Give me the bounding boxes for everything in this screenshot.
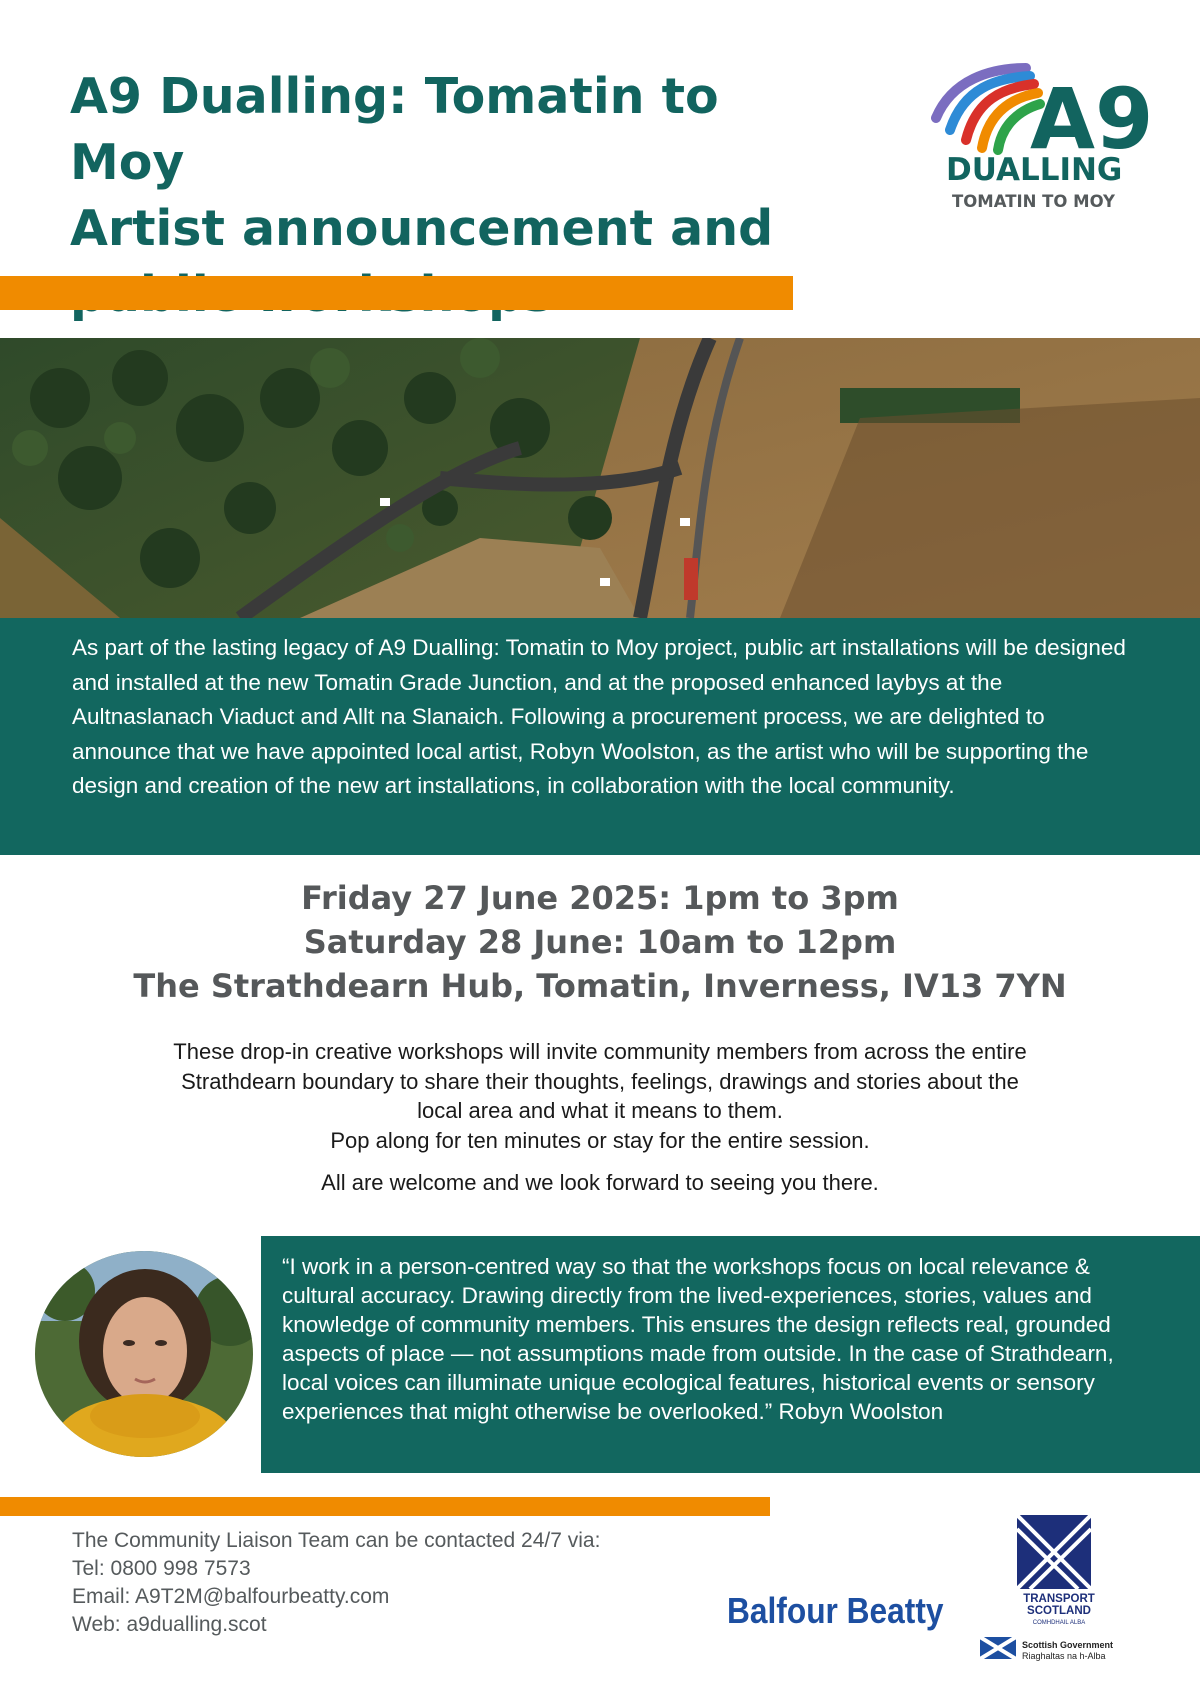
title-line-2: Artist announcement and: [70, 200, 774, 257]
gov-line-1: Scottish Government: [1022, 1640, 1114, 1650]
artist-quote-panel: [261, 1236, 1200, 1473]
contact-web[interactable]: Web: a9dualling.scot: [72, 1613, 267, 1636]
welcome-text: All are welcome and we look forward to seeing you there.: [321, 1170, 879, 1195]
artist-portrait-icon: [35, 1251, 253, 1457]
event-location: The Strathdearn Hub, Tomatin, Inverness, IV13 7YN: [133, 967, 1067, 1005]
aerial-photo: [0, 338, 1200, 618]
balfour-beatty-logo: Balfour Beatty: [727, 1590, 944, 1631]
transport-line-2: SCOTLAND: [1027, 1605, 1091, 1617]
description-line-4: Pop along for ten minutes or stay for the entire session.: [330, 1127, 870, 1153]
description-line-3: local area and what it means to them.: [417, 1098, 783, 1123]
workshop-description: [60, 1037, 1140, 1198]
orange-divider-bottom: [0, 1497, 770, 1516]
intro-text: As part of the lasting legacy of A9 Dualling: Tomatin to Moy project, public art installations will be designed and installed at the new Tomatin Grade Junction, and at the proposed enhanced laybys at the Aultnaslanach Viaduct and Allt na Slanaich. Following a procurement process, we are delighted to announce that we have appointed local artist, Robyn Woolston, as the artist who will be supporting the design and creation of the new art installations, in collaboration with the local community.: [72, 635, 1126, 798]
artist-portrait: [35, 1251, 253, 1457]
aerial-road-junction-icon: [0, 338, 1200, 618]
description-line-1: These drop-in creative workshops will invite community members from across the entire: [173, 1039, 1027, 1064]
contact-email[interactable]: Email: A9T2M@balfourbeatty.com: [72, 1585, 390, 1608]
transport-scotland-text: [1016, 1593, 1102, 1617]
artist-quote-text: “I work in a person-centred way so that the workshops focus on local relevance & cultural accuracy. Drawing directly from the lived-experiences, stories, values and knowledge of community members. This ensures the design reflects real, grounded aspects of place — not assumptions made from outside. In the case of Strathdearn, local voices can illuminate unique ecological features, historical events or sensory experiences that might otherwise be overlooked.” Robyn Woolston: [282, 1254, 1114, 1424]
logo-a9-text: A9: [1030, 70, 1154, 168]
contact-intro: The Community Liaison Team can be contacted 24/7 via:: [72, 1529, 601, 1552]
a9-road-swoosh-icon: [936, 68, 1040, 150]
scottish-government-logo: [1022, 1640, 1113, 1662]
a9-dualling-logo: [930, 60, 1170, 230]
transport-line-1: TRANSPORT: [1023, 1593, 1095, 1605]
contact-tel[interactable]: Tel: 0800 998 7573: [72, 1557, 251, 1580]
event-date-1: Friday 27 June 2025: 1pm to 3pm: [301, 879, 899, 917]
logo-tomatin-text: TOMATIN TO MOY: [952, 192, 1115, 211]
transport-gaelic: COMHDHAIL ALBA: [1032, 1620, 1086, 1626]
orange-divider-top: [0, 276, 793, 310]
event-date-2: Saturday 28 June: 10am to 12pm: [303, 923, 897, 961]
title-line-1: A9 Dualling: Tomatin to Moy: [70, 68, 719, 191]
logo-dualling-text: DUALLING: [946, 152, 1123, 188]
gov-line-2: Riaghaltas na h-Alba: [1022, 1651, 1106, 1661]
saltire-flag-icon: [980, 1637, 1016, 1659]
intro-panel: [0, 618, 1200, 855]
event-details: [0, 876, 1200, 1008]
contact-block: [72, 1527, 600, 1639]
description-line-2: Strathdearn boundary to share their thoughts, feelings, drawings and stories about the: [181, 1068, 1019, 1094]
